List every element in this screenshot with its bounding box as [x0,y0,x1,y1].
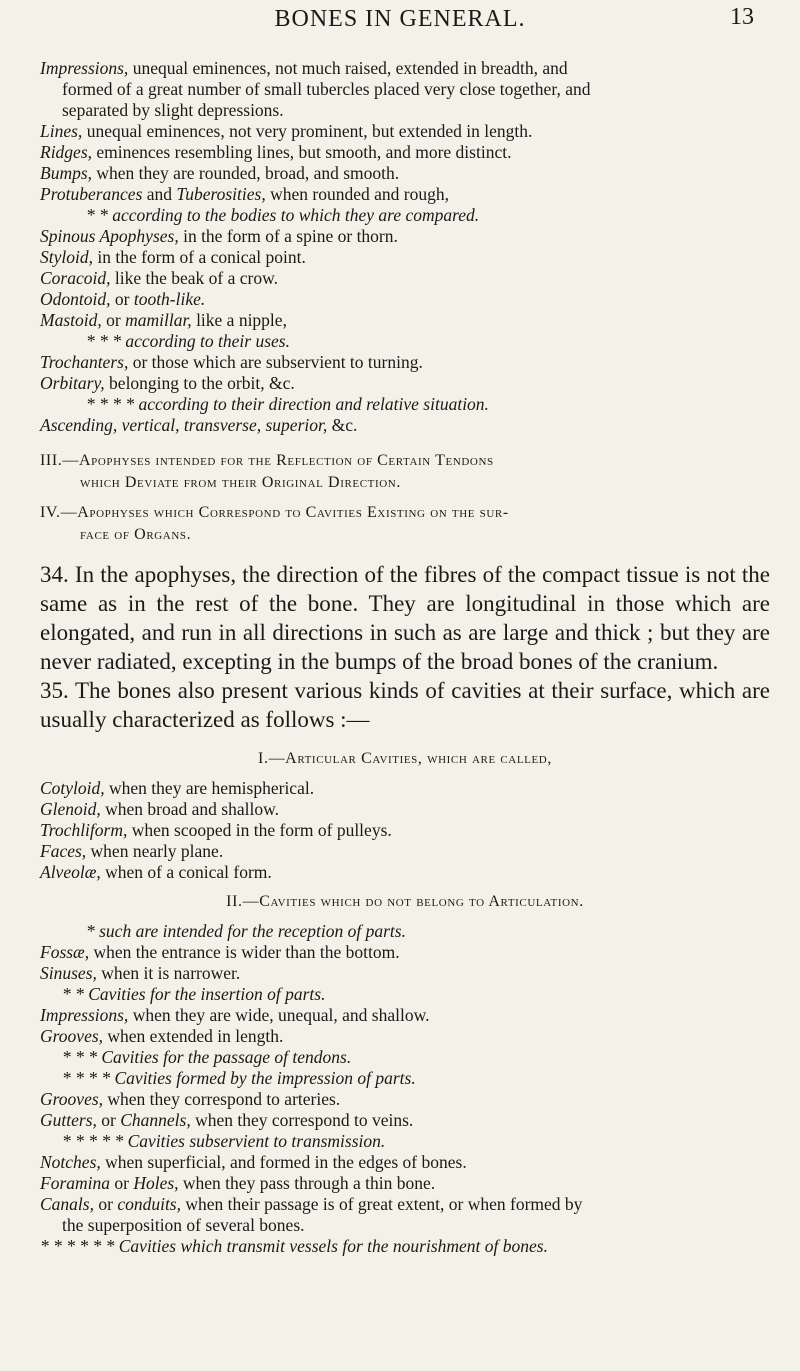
list-item-continuation: the superposition of several bones. [62,1215,305,1235]
list-item: Sinuses, when it is narrower. [40,963,241,983]
section-heading-iv: IV.—Apophyses which Correspond to Cavities Existing on the sur- [40,504,509,521]
list-item: Ridges, eminences resembling lines, but smooth, and more distinct. [40,142,512,162]
section-heading-iii: III.—Apophyses intended for the Reflection of Certain Tendons [40,452,494,469]
list-item: Fossæ, when the entrance is wider than the bottom. [40,942,400,962]
asterisk-note: * such are intended for the reception of parts. [86,921,406,941]
asterisk-note: * * * * Cavities formed by the impression of parts. [62,1068,416,1088]
page-number: 13 [730,4,754,30]
paragraph-35: 35. The bones also present various kinds of cavities at their surface, which are usually characterized as follows :— [40,678,770,732]
list-item: Foramina or Holes, when they pass through a thin bone. [40,1173,436,1193]
list-item: Grooves, when extended in length. [40,1026,284,1046]
list-item: Gutters, or Channels, when they correspond to veins. [40,1110,414,1130]
list-item: Impressions, when they are wide, unequal, and shallow. [40,1005,430,1025]
list-item: Coracoid, like the beak of a crow. [40,268,278,288]
section-heading-articular: I.—Articular Cavities, which are called, [258,750,552,767]
page-content [40,58,770,1257]
list-item: Spinous Apophyses, in the form of a spine or thorn. [40,226,398,246]
asterisk-note: * * * * * * Cavities which transmit vessels for the nourishment of bones. [40,1236,548,1256]
list-item-continuation: formed of a great number of small tubercles placed very close together, and [62,79,591,99]
list-item: Canals, or conduits, when their passage is of great extent, or when formed by [40,1194,583,1214]
list-item: Trochliform, when scooped in the form of pulleys. [40,820,392,840]
list-item: Protuberances and Tuberosities, when rounded and rough, [40,184,449,204]
list-item: Odontoid, or tooth-like. [40,289,206,309]
section-heading-iv-cont: face of Organs. [80,526,192,543]
list-item: Glenoid, when broad and shallow. [40,799,279,819]
asterisk-note: * * * * according to their direction and relative situation. [86,394,489,414]
running-head: BONES IN GENERAL. [274,6,526,32]
section-heading-non-articular: II.—Cavities which do not belong to Articulation. [226,893,584,910]
asterisk-note: * * Cavities for the insertion of parts. [62,984,326,1004]
asterisk-note: * * * according to their uses. [86,331,290,351]
list-item: Styloid, in the form of a conical point. [40,247,306,267]
paragraph-34: 34. In the apophyses, the direction of the fibres of the compact tissue is not the same as in the rest of the bone. They are longitudinal in those which are elongated, and run in all directions in such as are large and thick ; but they are never radiated, excepting in the bumps of the broad bones of the cranium. [40,562,770,674]
list-item: Grooves, when they correspond to arteries. [40,1089,341,1109]
list-item: Orbitary, belonging to the orbit, &c. [40,373,295,393]
list-item: Alveolæ, when of a conical form. [40,862,272,882]
section-heading-iii-cont: which Deviate from their Original Direction. [80,474,401,491]
list-item: Ascending, vertical, transverse, superior, &c. [40,415,358,435]
list-item: Impressions, unequal eminences, not much raised, extended in breadth, and [40,58,568,78]
asterisk-note: * * according to the bodies to which they are compared. [86,205,480,225]
list-item: Mastoid, or mamillar, like a nipple, [40,310,287,330]
asterisk-note: * * * * * Cavities subservient to transmission. [62,1131,386,1151]
list-item: Trochanters, or those which are subservient to turning. [40,352,423,372]
list-item: Bumps, when they are rounded, broad, and smooth. [40,163,400,183]
list-item: Faces, when nearly plane. [40,841,224,861]
list-item: Notches, when superficial, and formed in the edges of bones. [40,1152,467,1172]
list-item: Cotyloid, when they are hemispherical. [40,778,315,798]
list-item-continuation: separated by slight depressions. [62,100,284,120]
list-item: Lines, unequal eminences, not very prominent, but extended in length. [40,121,533,141]
page-header [0,4,800,44]
asterisk-note: * * * Cavities for the passage of tendons. [62,1047,352,1067]
